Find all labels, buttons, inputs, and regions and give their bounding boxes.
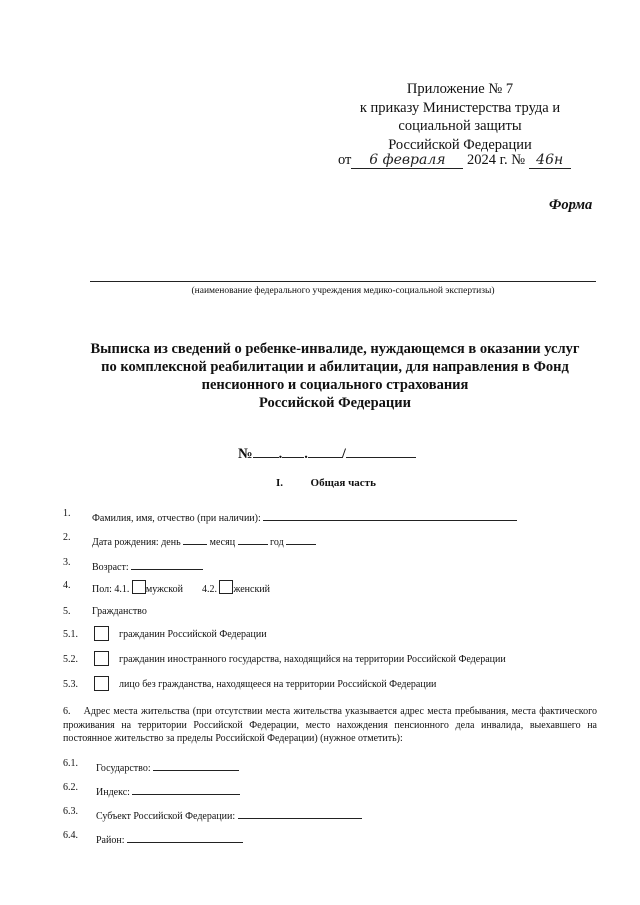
item-6-3-number: 6.3. — [63, 806, 78, 817]
order-date-line — [338, 152, 571, 169]
title-line-1: Выписка из сведений о ребенке-инвалиде, нуждающемся в оказании услуг — [90, 341, 580, 357]
birth-year-label: год — [270, 537, 284, 548]
age-label: Возраст: — [92, 562, 129, 573]
foreign-citizen-checkbox[interactable] — [94, 651, 109, 666]
title-line-2: по комплексной реабилитации и абилитации, для направления в Фонд — [101, 359, 569, 375]
region-field[interactable] — [238, 806, 362, 819]
address-paragraph — [63, 705, 597, 746]
item-2-row — [92, 532, 316, 548]
male-label: мужской — [145, 584, 183, 595]
item-4-number: 4. — [63, 580, 71, 591]
birth-month-label: месяц — [209, 537, 236, 548]
rf-citizen-checkbox[interactable] — [94, 626, 109, 641]
number-field-4[interactable] — [346, 445, 416, 458]
item-1-label: Фамилия, имя, отчество (при наличии): — [92, 513, 261, 524]
number-slash: / — [341, 446, 346, 462]
appendix-line-3: социальной защиты — [398, 118, 522, 134]
appendix-line-1: Приложение № 7 — [406, 81, 514, 97]
sex-opt1-number: 4.1. — [114, 584, 130, 595]
section-header — [276, 477, 376, 489]
handwritten-number: 46н — [529, 152, 571, 169]
title-line-4: Российской Федерации — [258, 395, 411, 411]
item-6-1-row — [96, 758, 239, 774]
appendix-header — [340, 80, 580, 154]
rf-citizen-label: гражданин Российской Федерации — [119, 629, 267, 640]
item-5-number: 5. — [63, 606, 71, 617]
number-field-1[interactable] — [253, 445, 279, 458]
birth-month-field[interactable] — [238, 532, 268, 545]
stateless-checkbox[interactable] — [94, 676, 109, 691]
district-field[interactable] — [127, 830, 243, 843]
region-label: Субъект Российской Федерации: — [96, 811, 236, 822]
item-5-2-number: 5.2. — [63, 654, 78, 665]
item-1-number: 1. — [63, 508, 71, 519]
item-6-2-row — [96, 782, 240, 798]
birth-day-field[interactable] — [183, 532, 207, 545]
document-title — [60, 340, 610, 412]
number-sign: № — [238, 446, 253, 462]
index-field[interactable] — [132, 782, 240, 795]
country-label: Государство: — [96, 763, 151, 774]
stateless-label: лицо без гражданства, находящееся на территории Российской Федерации — [119, 679, 437, 690]
full-name-field[interactable] — [263, 508, 517, 521]
form-label: Форма — [549, 197, 593, 213]
item-5-3-number: 5.3. — [63, 679, 78, 690]
item-5-1-number: 5.1. — [63, 629, 78, 640]
institution-caption: (наименование федерального учреждения медико-социальной экспертизы) — [191, 286, 495, 296]
age-field[interactable] — [131, 557, 203, 570]
item-6-1-number: 6.1. — [63, 758, 78, 769]
address-instructions: Адрес места жительства (при отсутствии места жительства указывается адрес места пребывания, места фактического проживания на территории Российской Федерации, место нахождения пенсионного дела инвалида, выехавшего на постоянное жительство за пределы Российской Федерации) (нужное отметить): — [63, 706, 597, 744]
sex-opt2-number: 4.2. — [201, 584, 217, 595]
number-field-3[interactable] — [308, 445, 342, 458]
foreign-citizen-label: гражданин иностранного государства, находящийся на территории Российской Федерации — [119, 654, 506, 665]
handwritten-date: 6 февраля — [351, 152, 463, 169]
item-6-4-row — [96, 830, 243, 846]
appendix-line-4: Российской Федерации — [388, 136, 532, 153]
title-line-3: пенсионного и социального страхования — [201, 377, 469, 393]
number-sep-1: . — [278, 446, 283, 462]
birth-year-field[interactable] — [286, 532, 316, 545]
citizenship-label: Гражданство — [92, 606, 147, 617]
country-field[interactable] — [153, 758, 239, 771]
birth-day-label: Дата рождения: день — [92, 537, 181, 548]
order-year: 2024 г. № — [467, 152, 526, 168]
index-label: Индекс: — [96, 787, 130, 798]
section-name: Общая часть — [310, 477, 376, 489]
item-6-4-number: 6.4. — [63, 830, 78, 841]
item-4-row — [92, 580, 270, 595]
item-6-2-number: 6.2. — [63, 782, 78, 793]
item-2-number: 2. — [63, 532, 71, 543]
item-6-number: 6. — [63, 706, 71, 717]
number-sep-2: . — [304, 446, 308, 462]
sex-label: Пол: — [92, 584, 112, 595]
item-1-row — [92, 508, 517, 524]
appendix-line-2: к приказу Министерства труда и — [359, 99, 561, 116]
section-roman: I. — [276, 477, 284, 489]
district-label: Район: — [96, 835, 125, 846]
item-3-row — [92, 557, 203, 573]
male-checkbox[interactable] — [132, 580, 146, 594]
institution-line — [90, 281, 596, 282]
item-3-number: 3. — [63, 557, 71, 568]
number-field-2[interactable] — [282, 445, 304, 458]
female-label: женский — [233, 584, 271, 595]
item-6-3-row — [96, 806, 362, 822]
document-number — [238, 445, 416, 463]
female-checkbox[interactable] — [219, 580, 233, 594]
from-label: от — [338, 152, 352, 168]
